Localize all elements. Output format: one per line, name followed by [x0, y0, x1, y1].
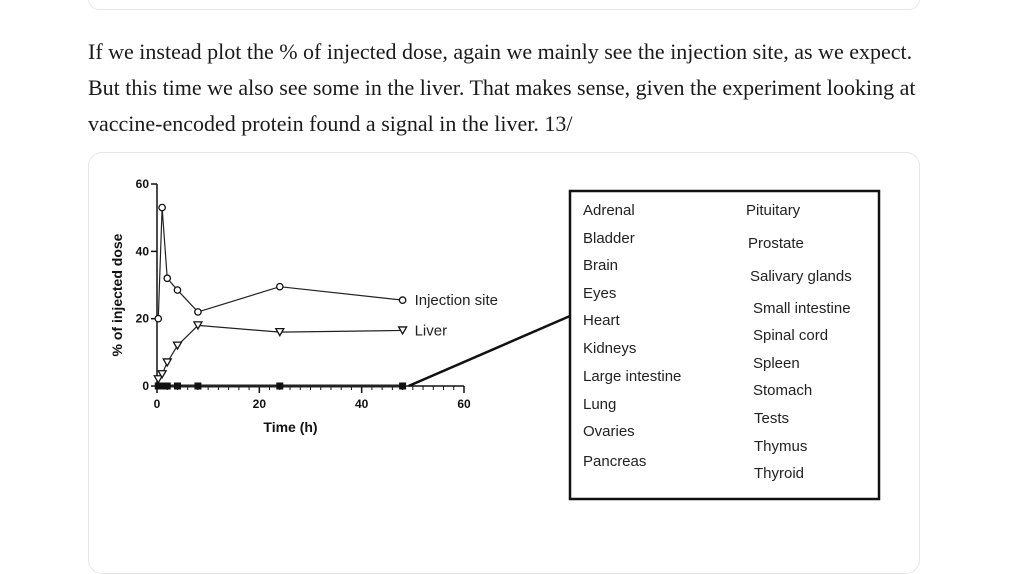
tissue-label: Spinal cord — [753, 327, 829, 344]
x-tick-label: 0 — [153, 397, 161, 411]
tissue-label: Bladder — [583, 230, 635, 247]
legend-injection-site: Injection site — [414, 292, 498, 310]
x-tick-label: 60 — [457, 397, 471, 411]
other-tissue-point — [276, 383, 283, 390]
tissue-label: Eyes — [583, 285, 617, 302]
other-tissue-point — [164, 383, 171, 390]
y-tick-label: 20 — [135, 311, 149, 326]
y-axis-label: % of injected dose — [109, 233, 125, 357]
tissue-label: Thymus — [754, 438, 808, 455]
injection-site-point — [164, 275, 170, 281]
injection-site-point — [174, 287, 180, 293]
tissue-label: Lung — [583, 396, 617, 413]
other-tissue-point — [174, 383, 181, 390]
liver-point — [173, 342, 181, 349]
x-tick-label: 20 — [252, 397, 267, 411]
legend-liver: Liver — [414, 322, 448, 340]
tissue-label: Prostate — [748, 235, 804, 252]
tissue-label: Large intestine — [583, 368, 682, 385]
post-text: If we instead plot the % of injected dose, again we mainly see the injection site, as we expect. But this time we also see some in the liver. That makes sense, given the experiment looking at vaccine-encoded protein found a signal in the liver. 13/ — [88, 39, 916, 136]
tissue-label: Kidneys — [583, 340, 637, 357]
liver-point — [163, 359, 171, 366]
other-tissue-point — [399, 383, 406, 390]
series-line-0 — [158, 208, 402, 319]
y-tick-label: 60 — [135, 177, 149, 191]
tissue-label: Ovaries — [583, 423, 635, 440]
tissue-label: Heart — [583, 312, 620, 329]
previous-card — [88, 0, 920, 10]
tissue-label: Tests — [754, 410, 790, 427]
tissue-label: Pituitary — [746, 202, 801, 219]
other-tissue-point — [194, 383, 201, 390]
tissue-label: Pancreas — [583, 453, 647, 470]
tissue-label: Brain — [583, 257, 619, 274]
y-tick-label: 40 — [135, 244, 149, 259]
tissue-label: Thyroid — [754, 465, 805, 482]
post-image-card[interactable] — [88, 152, 920, 574]
injection-site-point — [155, 315, 161, 321]
injection-site-point — [159, 204, 165, 210]
x-tick-label: 40 — [354, 397, 369, 411]
tissue-label: Spleen — [753, 355, 800, 372]
injection-site-point — [399, 297, 405, 303]
injection-site-point — [195, 309, 201, 315]
x-axis-label: Time (h) — [263, 419, 318, 435]
tissue-label: Small intestine — [753, 300, 851, 317]
tissue-label: Salivary glands — [750, 268, 852, 285]
tissue-label: Stomach — [753, 382, 813, 399]
injection-site-point — [277, 283, 283, 289]
injected-dose-chart — [89, 153, 919, 573]
tissue-label: Adrenal — [583, 202, 635, 219]
y-tick-label: 0 — [142, 379, 149, 393]
